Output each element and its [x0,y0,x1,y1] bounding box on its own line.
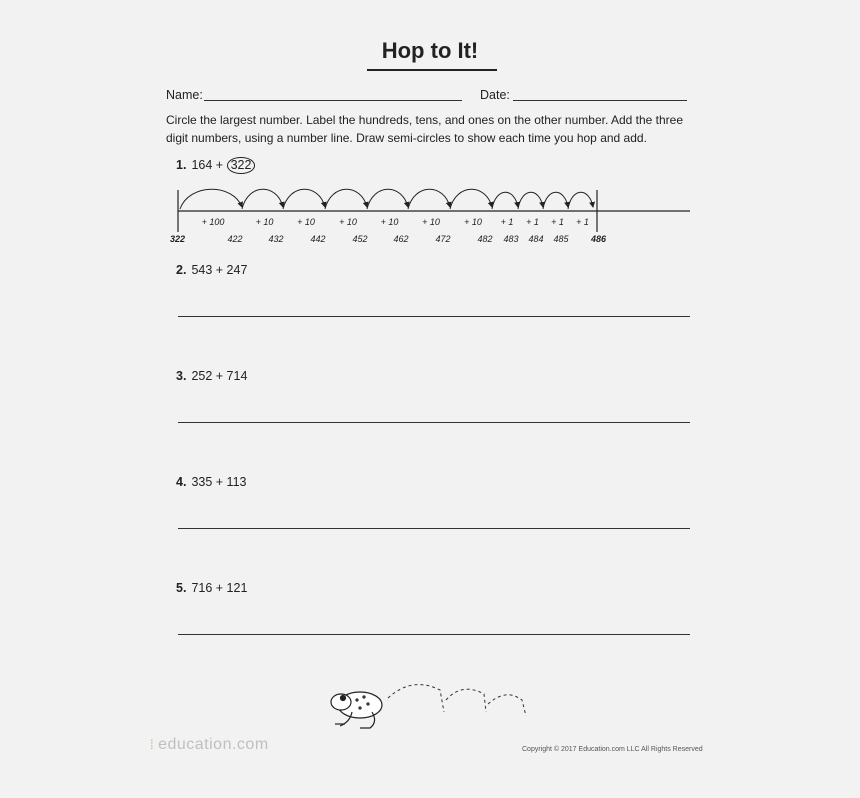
value-label: 483 [503,234,519,244]
hop-label: + 10 [464,217,482,227]
problem-3 [176,369,247,383]
sprout-icon: ⁞ [150,737,154,752]
value-label: 422 [227,234,243,244]
hop-arc [242,189,283,209]
hop-label: + 1 [551,217,564,227]
problem-2 [176,263,247,277]
hop-label: + 1 [500,217,514,227]
hop-arc [543,192,568,209]
problem-expression: 335 + 113 [191,475,247,489]
hop-label: + 1 [576,217,589,227]
value-label: 452 [352,234,368,244]
brand-logo [150,736,300,756]
value-label: 442 [310,234,326,244]
problem-expression: 716 + 121 [191,581,248,595]
hop-arc [492,192,518,209]
problem-5 [176,581,247,595]
hop-label: + 10 [422,217,440,227]
hop-labels [202,217,589,227]
problem-expression: 252 + 714 [191,369,248,383]
circled-largest-number: 322 [227,157,256,174]
problem-expression: 543 + 247 [191,263,248,277]
worksheet-title: Hop to It! [381,38,479,63]
value-label: 432 [268,234,284,244]
answer-line-3[interactable] [178,422,690,423]
value-label: 472 [435,234,451,244]
hop-label: + 10 [255,217,274,227]
frog-icon [331,692,382,728]
hop-arcs [180,189,593,209]
problem-addend-1: 164 + [191,158,224,172]
answer-line-5[interactable] [178,634,690,635]
hop-arc [367,189,408,209]
problem-4 [176,475,246,489]
hop-label: + 10 [339,217,357,227]
date-label: Date: [480,88,510,102]
copyright-text: Copyright © 2017 Education.com LLC All Rights Reserved [522,746,703,753]
number-line-start-label: 322 [170,234,186,244]
hop-label: + 10 [297,217,315,227]
value-label: 484 [528,234,544,244]
value-label: 482 [477,234,493,244]
problem-number: 3. [176,369,187,383]
value-label: 462 [393,234,409,244]
instructions-text: Circle the largest number. Label the hundreds, tens, and ones on the other number. Add the three digit numbers, using a number line. Draw semi-circles to show each time you hop and add. [166,113,684,145]
problem-number: 2. [176,263,187,277]
hop-arc [325,189,367,209]
frog-hop-path [388,685,526,716]
problem-number: 4. [176,475,187,489]
value-labels [227,234,569,244]
value-label: 485 [553,234,569,244]
hop-arc [180,189,242,209]
brand-name: education.com [158,736,269,753]
hop-label: + 1 [526,217,539,227]
hop-arc [283,189,325,209]
hop-label: + 10 [380,217,399,227]
hop-arc [568,192,593,209]
hop-arc [518,192,543,209]
name-label: Name: [166,88,203,102]
hop-arc [408,189,450,209]
answer-line-2[interactable] [178,316,690,317]
hop-arc [450,189,492,209]
number-line-end-label: 486 [591,234,607,244]
problem-number: 1. [176,158,187,172]
hop-label: + 100 [201,217,225,227]
answer-line-4[interactable] [178,528,690,529]
problem-number: 5. [176,581,187,595]
